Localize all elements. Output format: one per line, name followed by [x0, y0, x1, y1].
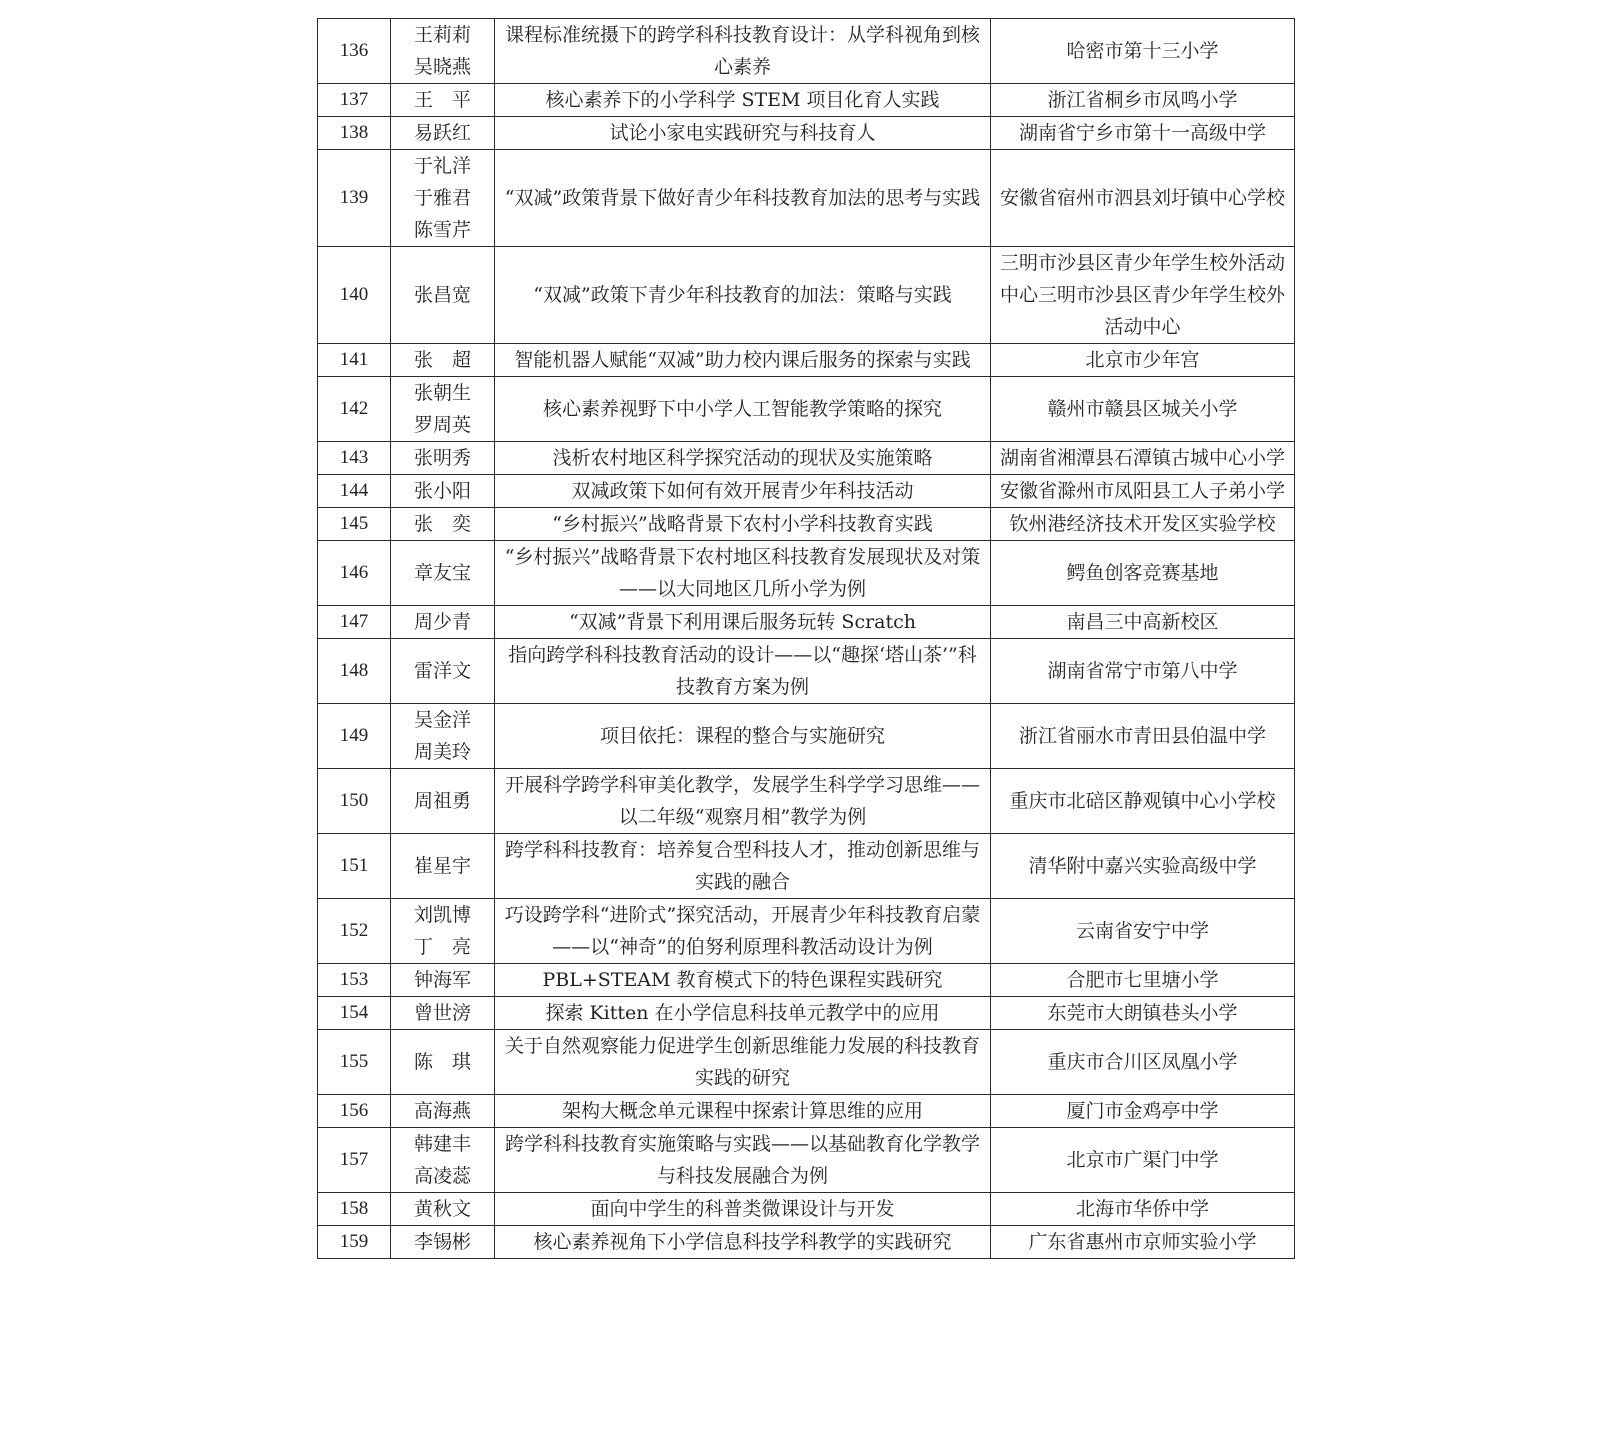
- row-number-cell: 158: [318, 1193, 391, 1226]
- paper-title-cell: 巧设跨学科“进阶式”探究活动，开展青少年科技教育启蒙——以“神奇”的伯努利原理科教活动设计为例: [495, 899, 991, 964]
- paper-title-cell: 核心素养下的小学科学 STEM 项目化育人实践: [495, 84, 991, 117]
- authors-cell: [391, 247, 495, 344]
- work-unit-cell: 钦州港经济技术开发区实验学校: [991, 508, 1295, 541]
- authors-cell: [391, 150, 495, 247]
- table-row: [318, 19, 1295, 84]
- paper-title-cell: 智能机器人赋能“双减”助力校内课后服务的探索与实践: [495, 344, 991, 377]
- row-number-cell: 156: [318, 1095, 391, 1128]
- row-number-cell: 141: [318, 344, 391, 377]
- work-unit-cell: 哈密市第十三小学: [991, 19, 1295, 84]
- author-name: 张 奕: [413, 513, 471, 535]
- work-unit-cell: 广东省惠州市京师实验小学: [991, 1226, 1295, 1259]
- table-row: [318, 964, 1295, 997]
- paper-title-cell: “双减”政策下青少年科技教育的加法：策略与实践: [495, 247, 991, 344]
- authors-cell: [391, 639, 495, 704]
- author-name: 韩建丰: [413, 1133, 471, 1155]
- author-name: 易跃红: [413, 122, 471, 144]
- author-name: 高海燕: [413, 1100, 471, 1122]
- author-name: 张小阳: [413, 480, 471, 502]
- work-unit-cell: 云南省安宁中学: [991, 899, 1295, 964]
- author-name: 罗周英: [413, 414, 471, 436]
- work-unit-cell: 湖南省常宁市第八中学: [991, 639, 1295, 704]
- author-name: 吴金洋: [413, 709, 471, 731]
- table-row: [318, 1128, 1295, 1193]
- row-number-cell: 145: [318, 508, 391, 541]
- table-row: [318, 84, 1295, 117]
- paper-title-cell: 核心素养视角下小学信息科技学科教学的实践研究: [495, 1226, 991, 1259]
- author-name: 周美玲: [413, 741, 471, 763]
- paper-title-cell: 关于自然观察能力促进学生创新思维能力发展的科技教育实践的研究: [495, 1030, 991, 1095]
- table-row: [318, 475, 1295, 508]
- work-unit-cell: 赣州市赣县区城关小学: [991, 377, 1295, 442]
- author-name: 丁 亮: [413, 936, 471, 958]
- row-number-cell: 143: [318, 442, 391, 475]
- author-name: 钟海军: [413, 969, 471, 991]
- author-name: 王莉莉: [413, 24, 471, 46]
- paper-title-cell: 架构大概念单元课程中探索计算思维的应用: [495, 1095, 991, 1128]
- table-row: [318, 639, 1295, 704]
- table-row: [318, 117, 1295, 150]
- row-number-cell: 155: [318, 1030, 391, 1095]
- authors-cell: [391, 704, 495, 769]
- work-unit-cell: 湖南省湘潭县石潭镇古城中心小学: [991, 442, 1295, 475]
- paper-title-cell: “双减”背景下利用课后服务玩转 Scratch: [495, 606, 991, 639]
- work-unit-cell: 重庆市合川区凤凰小学: [991, 1030, 1295, 1095]
- table-row: [318, 377, 1295, 442]
- table-body: [318, 19, 1295, 1259]
- row-number-cell: 153: [318, 964, 391, 997]
- author-name: 曾世滂: [413, 1002, 471, 1024]
- row-number-cell: 139: [318, 150, 391, 247]
- author-name: 周少青: [413, 611, 471, 633]
- table-row: [318, 344, 1295, 377]
- row-number-cell: 157: [318, 1128, 391, 1193]
- table-row: [318, 150, 1295, 247]
- author-name: 刘凯博: [413, 904, 471, 926]
- paper-title-cell: 指向跨学科科技教育活动的设计——以“趣探‘塔山茶’”科技教育方案为例: [495, 639, 991, 704]
- table-row: [318, 899, 1295, 964]
- author-name: 王 平: [413, 89, 471, 111]
- work-unit-cell: 鳄鱼创客竞赛基地: [991, 541, 1295, 606]
- author-name: 雷洋文: [413, 660, 471, 682]
- paper-title-cell: “双减”政策背景下做好青少年科技教育加法的思考与实践: [495, 150, 991, 247]
- author-name: 李锡彬: [413, 1231, 471, 1253]
- paper-title-cell: 试论小家电实践研究与科技育人: [495, 117, 991, 150]
- row-number-cell: 151: [318, 834, 391, 899]
- author-name: 于雅君: [413, 187, 471, 209]
- author-name: 陈雪芹: [413, 219, 471, 241]
- row-number-cell: 140: [318, 247, 391, 344]
- row-number-cell: 148: [318, 639, 391, 704]
- row-number-cell: 159: [318, 1226, 391, 1259]
- author-name: 周祖勇: [413, 790, 471, 812]
- paper-title-cell: 开展科学跨学科审美化教学，发展学生科学学习思维——以二年级“观察月相”教学为例: [495, 769, 991, 834]
- row-number-cell: 147: [318, 606, 391, 639]
- work-unit-cell: 浙江省丽水市青田县伯温中学: [991, 704, 1295, 769]
- table-row: [318, 247, 1295, 344]
- table-row: [318, 769, 1295, 834]
- work-unit-cell: 南昌三中高新校区: [991, 606, 1295, 639]
- work-unit-cell: 清华附中嘉兴实验高级中学: [991, 834, 1295, 899]
- work-unit-cell: 湖南省宁乡市第十一高级中学: [991, 117, 1295, 150]
- paper-title-cell: 探索 Kitten 在小学信息科技单元教学中的应用: [495, 997, 991, 1030]
- table-row: [318, 704, 1295, 769]
- table-row: [318, 1226, 1295, 1259]
- table-row: [318, 1030, 1295, 1095]
- authors-cell: [391, 475, 495, 508]
- author-name: 崔星宇: [413, 855, 471, 877]
- work-unit-cell: 东莞市大朗镇巷头小学: [991, 997, 1295, 1030]
- paper-title-cell: “乡村振兴”战略背景下农村小学科技教育实践: [495, 508, 991, 541]
- authors-cell: [391, 508, 495, 541]
- row-number-cell: 142: [318, 377, 391, 442]
- work-unit-cell: 北海市华侨中学: [991, 1193, 1295, 1226]
- authors-cell: [391, 606, 495, 639]
- paper-title-cell: 项目依托：课程的整合与实施研究: [495, 704, 991, 769]
- author-name: 吴晓燕: [413, 56, 471, 78]
- work-unit-cell: 合肥市七里塘小学: [991, 964, 1295, 997]
- authors-cell: [391, 899, 495, 964]
- authors-cell: [391, 834, 495, 899]
- authors-cell: [391, 997, 495, 1030]
- author-name: 张朝生: [413, 382, 471, 404]
- paper-title-cell: 核心素养视野下中小学人工智能教学策略的探究: [495, 377, 991, 442]
- author-name: 张昌宽: [413, 284, 471, 306]
- work-unit-cell: 重庆市北碚区静观镇中心小学校: [991, 769, 1295, 834]
- table-row: [318, 541, 1295, 606]
- table-row: [318, 442, 1295, 475]
- table-row: [318, 1095, 1295, 1128]
- row-number-cell: 138: [318, 117, 391, 150]
- row-number-cell: 150: [318, 769, 391, 834]
- authors-cell: [391, 541, 495, 606]
- authors-cell: [391, 19, 495, 84]
- table-row: [318, 997, 1295, 1030]
- row-number-cell: 136: [318, 19, 391, 84]
- work-unit-cell: 安徽省宿州市泗县刘圩镇中心学校: [991, 150, 1295, 247]
- row-number-cell: 146: [318, 541, 391, 606]
- table-row: [318, 606, 1295, 639]
- table-row: [318, 834, 1295, 899]
- authors-cell: [391, 442, 495, 475]
- author-name: 张 超: [413, 349, 471, 371]
- work-unit-cell: 北京市广渠门中学: [991, 1128, 1295, 1193]
- paper-title-cell: 双减政策下如何有效开展青少年科技活动: [495, 475, 991, 508]
- row-number-cell: 152: [318, 899, 391, 964]
- row-number-cell: 137: [318, 84, 391, 117]
- work-unit-cell: 三明市沙县区青少年学生校外活动中心三明市沙县区青少年学生校外活动中心: [991, 247, 1295, 344]
- authors-cell: [391, 117, 495, 150]
- paper-title-cell: “乡村振兴”战略背景下农村地区科技教育发展现状及对策——以大同地区几所小学为例: [495, 541, 991, 606]
- paper-title-cell: 面向中学生的科普类微课设计与开发: [495, 1193, 991, 1226]
- work-unit-cell: 厦门市金鸡亭中学: [991, 1095, 1295, 1128]
- authors-cell: [391, 344, 495, 377]
- authors-cell: [391, 769, 495, 834]
- author-name: 于礼洋: [413, 155, 471, 177]
- paper-title-cell: 跨学科科技教育实施策略与实践——以基础教育化学教学与科技发展融合为例: [495, 1128, 991, 1193]
- author-name: 章友宝: [413, 562, 471, 584]
- row-number-cell: 154: [318, 997, 391, 1030]
- paper-title-cell: PBL+STEAM 教育模式下的特色课程实践研究: [495, 964, 991, 997]
- author-name: 陈 琪: [413, 1051, 471, 1073]
- work-unit-cell: 北京市少年宫: [991, 344, 1295, 377]
- authors-cell: [391, 1226, 495, 1259]
- author-name: 张明秀: [413, 447, 471, 469]
- authors-cell: [391, 377, 495, 442]
- table-row: [318, 1193, 1295, 1226]
- authors-cell: [391, 1030, 495, 1095]
- authors-cell: [391, 1128, 495, 1193]
- row-number-cell: 144: [318, 475, 391, 508]
- work-unit-cell: 浙江省桐乡市凤鸣小学: [991, 84, 1295, 117]
- award-list-table: [317, 18, 1295, 1259]
- row-number-cell: 149: [318, 704, 391, 769]
- authors-cell: [391, 964, 495, 997]
- paper-title-cell: 课程标准统摄下的跨学科科技教育设计：从学科视角到核心素养: [495, 19, 991, 84]
- paper-title-cell: 浅析农村地区科学探究活动的现状及实施策略: [495, 442, 991, 475]
- author-name: 高凌蕊: [413, 1165, 471, 1187]
- authors-cell: [391, 1095, 495, 1128]
- table-row: [318, 508, 1295, 541]
- paper-title-cell: 跨学科科技教育：培养复合型科技人才，推动创新思维与实践的融合: [495, 834, 991, 899]
- authors-cell: [391, 84, 495, 117]
- work-unit-cell: 安徽省滁州市凤阳县工人子弟小学: [991, 475, 1295, 508]
- authors-cell: [391, 1193, 495, 1226]
- author-name: 黄秋文: [413, 1198, 471, 1220]
